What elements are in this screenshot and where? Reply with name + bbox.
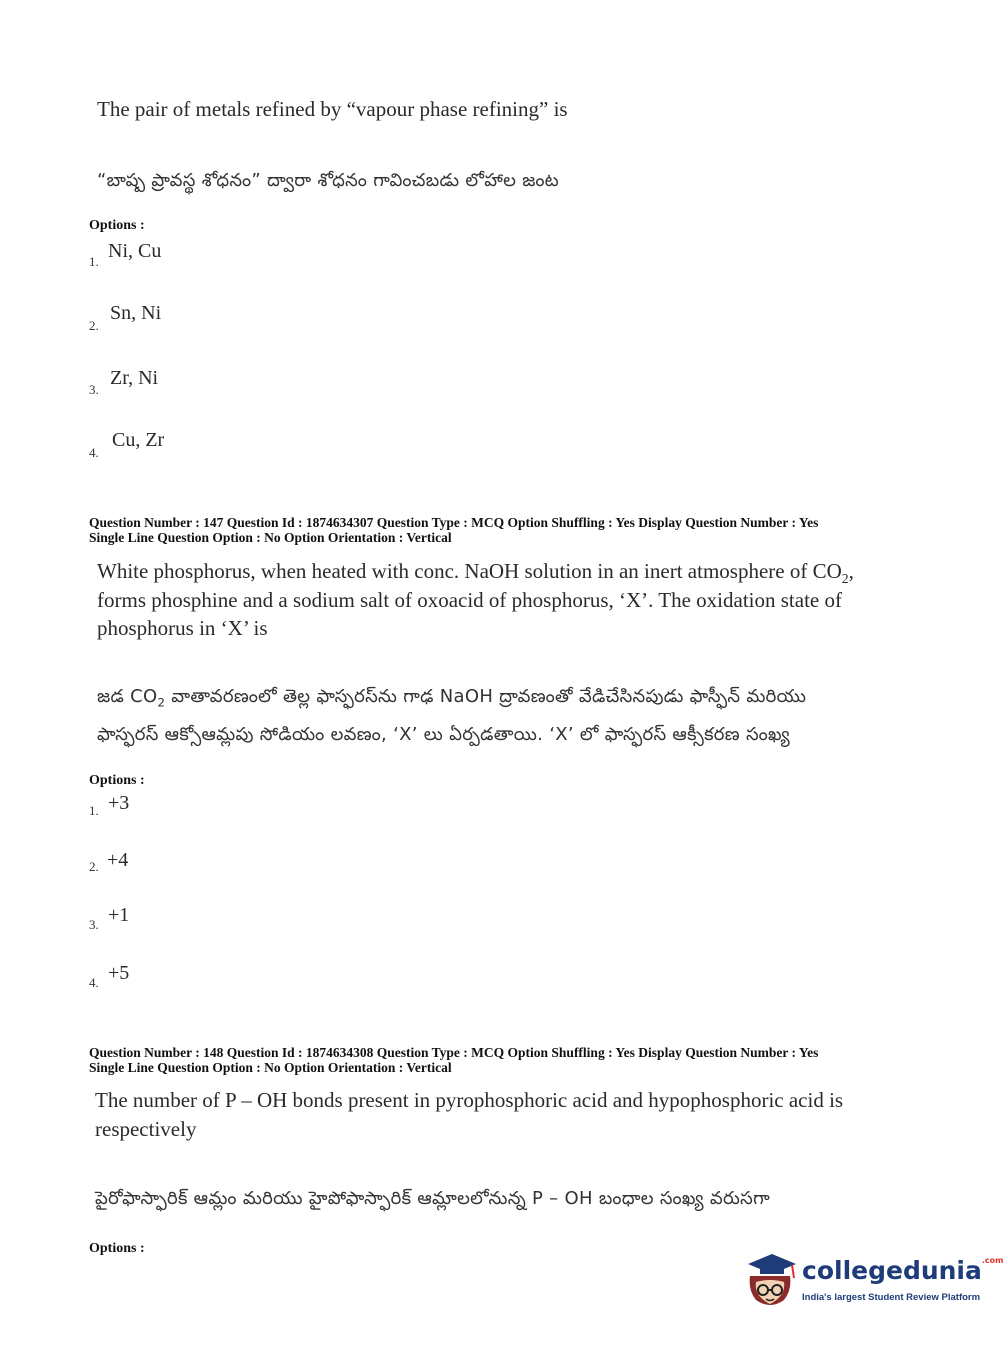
q147-text-te-line2: ఫాస్ఫరస్ ఆక్సోఆమ్లపు సోడియం లవణం, ‘X’ లు ఏర్పడతాయి. ‘X’ లో ఫాస్ఫరస్ ఆక్సీకరణ సంఖ్య [97, 724, 790, 745]
option-number: 1. [89, 803, 99, 818]
q147-meta-line2: Single Line Question Option : No Option Orientation : Vertical [89, 530, 452, 545]
logo-tagline: India's largest Student Review Platform [802, 1292, 981, 1303]
option-number: 3. [89, 382, 99, 397]
q148-meta-line2: Single Line Question Option : No Option Orientation : Vertical [89, 1060, 452, 1075]
option-value: +1 [108, 904, 130, 926]
q147-text-en-line3: phosphorus in ‘X’ is [97, 616, 268, 640]
option-number: 4. [89, 975, 99, 990]
q147-text-en-line1: White phosphorus, when heated with conc. NaOH solution in an inert atmosphere of $CO_2$, [97, 559, 854, 587]
collegedunia-logo[interactable] [740, 1250, 1004, 1312]
q148-meta-line1: Question Number : 148 Question Id : 1874634308 Question Type : MCQ Option Shuffling : Yes Display Question Number : Yes [89, 1045, 819, 1060]
option-value: Zr, Ni [110, 367, 159, 389]
mascot-icon [740, 1250, 800, 1310]
logo-wordmark: collegedunia$^{.com}$ [802, 1256, 1004, 1285]
option-value: +4 [107, 849, 129, 871]
q147-text-te-line1: జడ $CO_2$ వాతావరణంలో తెల్ల ఫాస్ఫరస్‌ను గాఢ NaOH ద్రావణంతో వేడిచేసినపుడు ఫాస్ఫీన్ మరియు [97, 686, 807, 710]
q146-options-label: Options : [89, 218, 145, 233]
q148-options-label: Options : [89, 1241, 145, 1256]
q147-text-en-line2: forms phosphine and a sodium salt of oxoacid of phosphorus, ‘X’. The oxidation state of [97, 588, 842, 612]
option-value: +5 [108, 962, 130, 984]
option-number: 2. [89, 859, 99, 874]
option-number: 2. [89, 318, 99, 333]
option-value: +3 [108, 792, 130, 814]
option-number: 3. [89, 917, 99, 932]
q148-text-en-line1: The number of P – OH bonds present in pyrophosphoric acid and hypophosphoric acid is [95, 1088, 844, 1112]
q148-text-en-line2: respectively [95, 1117, 197, 1141]
q146-text-te: “బాష్ప ప్రావస్థ శోధనం” ద్వారా శోధనం గావించబడు లోహాల జంట [97, 170, 559, 191]
option-value: Sn, Ni [110, 302, 162, 324]
q147-meta-line1: Question Number : 147 Question Id : 1874634307 Question Type : MCQ Option Shuffling : Yes Display Question Number : Yes [89, 515, 819, 530]
q148-text-te: పైరోఫాస్ఫారిక్ ఆమ్లం మరియు హైపోఫాస్ఫారిక్ ఆమ్లాలలోనున్న P – OH బంధాల సంఖ్య వరుసగా [95, 1188, 770, 1209]
q146-text-en: The pair of metals refined by “vapour phase refining” is [97, 97, 568, 121]
option-value: Ni, Cu [108, 240, 162, 262]
option-number: 4. [89, 445, 99, 460]
option-number: 1. [89, 254, 99, 269]
q147-options-label: Options : [89, 773, 145, 788]
option-value: Cu, Zr [112, 429, 165, 451]
